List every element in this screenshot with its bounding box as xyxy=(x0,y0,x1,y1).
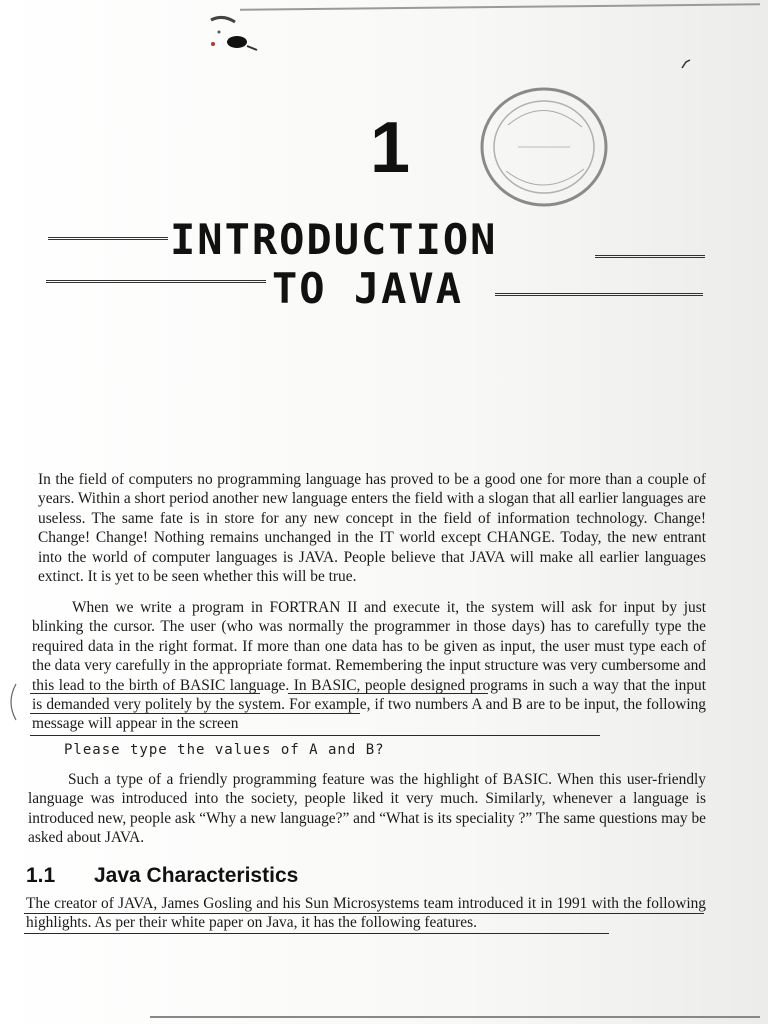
margin-bracket-icon xyxy=(4,682,20,722)
title-rule-right-2 xyxy=(495,293,703,296)
section-heading xyxy=(26,864,298,888)
paragraph-fortran: When we write a program in FORTRAN II and execute it, the system will ask for input by just blinking the cursor. The user (who was normally the programmer in those days) has to carefully type the required data in the right format. If more than one data has to be given as input, the user must type each of the data very carefully in the appropriate format. Remembering the input structure was very cumbersome and this lead to the birth of BASIC language. In BASIC, people designed programs in such a way that the input is demanded very politely by the system. For example, if two numbers A and B are to be input, the following message will appear in the screen xyxy=(32,599,706,733)
paragraph-intro: In the field of computers no programming language has proved to be a good one for more than a couple of years. Within a short period another new language enters the field with a slogan that all earlier languages are useless. The same fate is in store for any new concept in the field of information technology. Change! Change! Change! Nothing remains unchanged in the IT world except CHANGE. Today, the new entrant into the world of computer languages is JAVA. People believe that JAVA will make all earlier languages extinct. It is yet to be seen whether this will be true. xyxy=(38,471,706,586)
pen-underline xyxy=(24,913,704,914)
body-text-block-3 xyxy=(28,770,706,848)
pen-underline xyxy=(24,933,609,934)
section-title: Java Characteristics xyxy=(94,864,299,887)
pen-underline xyxy=(288,693,488,694)
chapter-number: 1 xyxy=(369,108,411,188)
library-stamp-icon xyxy=(478,85,610,210)
paragraph-basic: Such a type of a friendly programming feature was the highlight of BASIC. When this user-friendly language was introduced into the society, people liked it very much. Similarly, whenever a language is introduced new, people ask “Why a new language?” and “What is its speciality ?” The same questions may be asked about JAVA. xyxy=(28,771,706,847)
page-bottom-edge xyxy=(150,1016,760,1018)
section-number: 1.1 xyxy=(26,864,56,887)
pen-underline xyxy=(30,693,260,694)
page-top-edge xyxy=(240,0,760,11)
pen-underline xyxy=(30,713,360,714)
pen-mark-icon xyxy=(680,58,692,70)
chapter-title-line2: TO JAVA xyxy=(272,264,464,313)
ink-smudge-icon xyxy=(205,12,265,57)
title-rule-left-2 xyxy=(46,280,266,283)
code-prompt-example: Please type the values of A and B? xyxy=(64,742,385,758)
title-rule-right-1 xyxy=(595,255,705,258)
body-text-block-1 xyxy=(38,470,706,586)
chapter-title-line1: INTRODUCTION xyxy=(170,215,498,264)
pen-underline xyxy=(30,735,600,736)
paragraph-creator: The creator of JAVA, James Gosling and his Sun Microsystems team introduced it in 1991 with the following highlights. As per their white paper on Java, it has the following features. xyxy=(26,895,706,932)
title-rule-left-1 xyxy=(48,237,168,240)
